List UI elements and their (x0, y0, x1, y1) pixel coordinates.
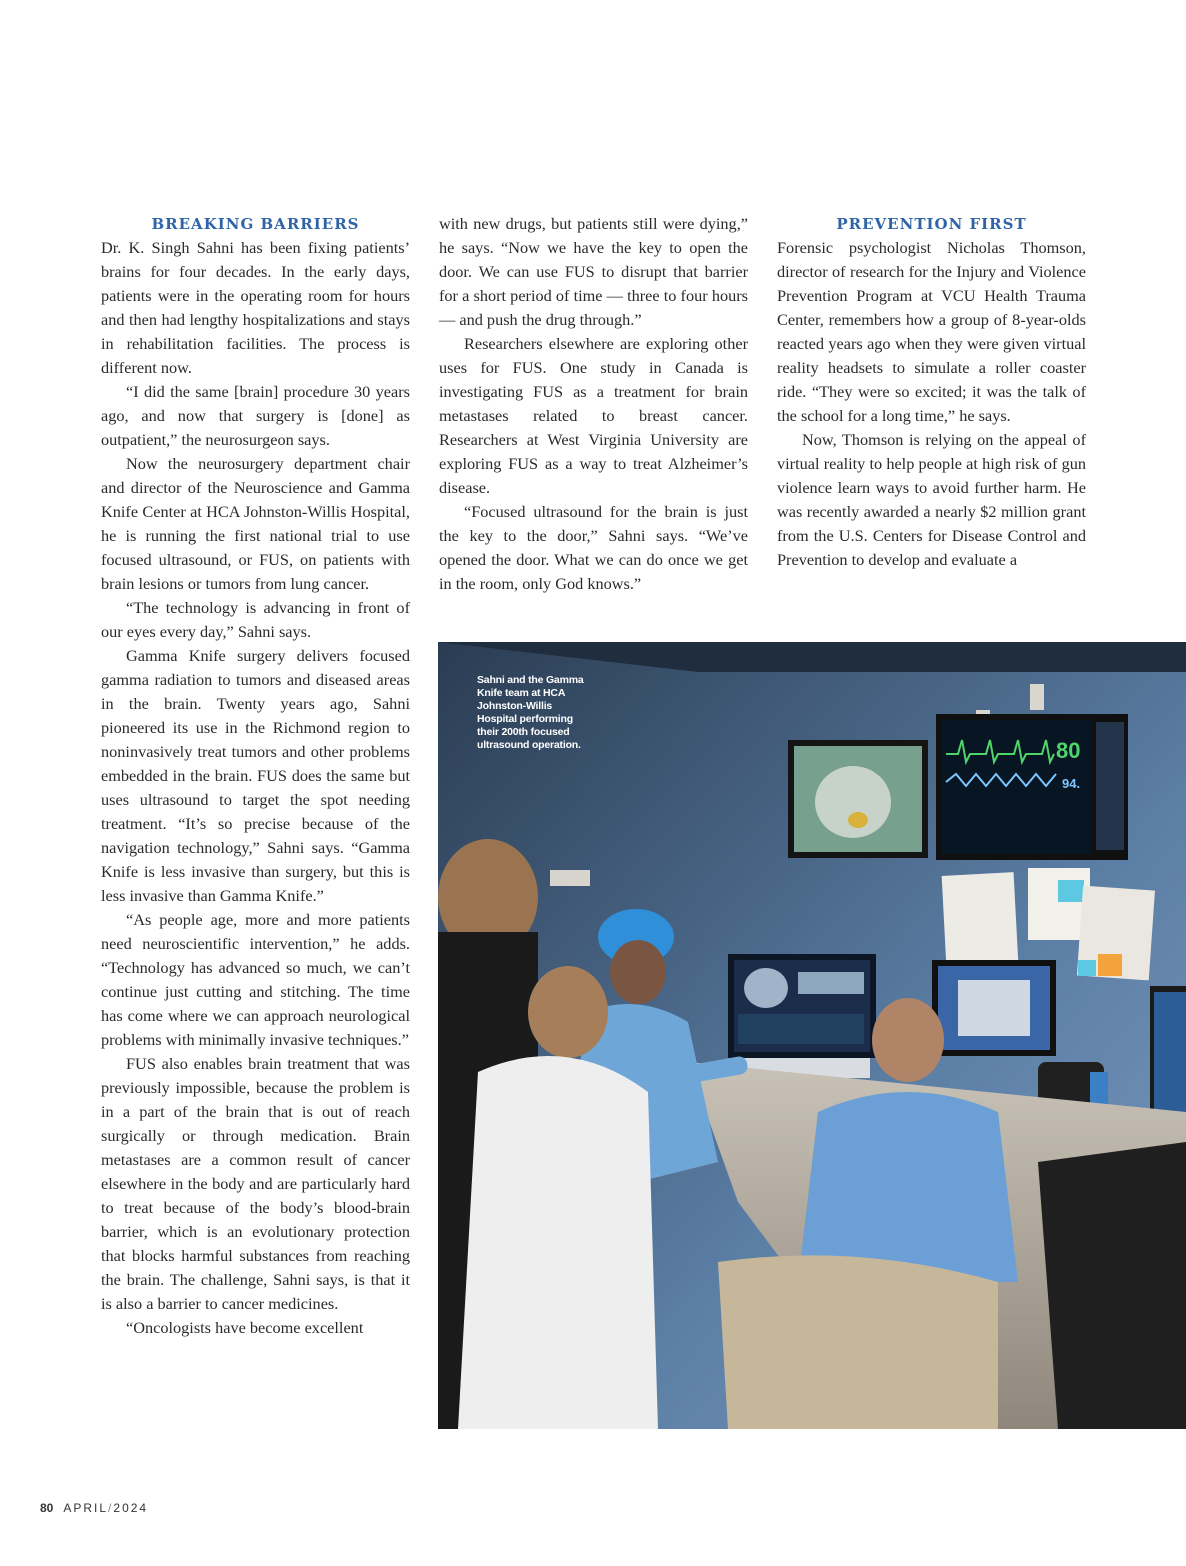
issue-year: 2024 (113, 1501, 149, 1515)
paragraph: Now, Thomson is relying on the appeal of virtual reality to help people at high risk of gun violence learn ways to avoid further harm. He was recently awarded a nearly $2 million grant from the U.S. Centers for Disease Control and Prevention to develop and evaluate a (777, 430, 1086, 569)
article-column-2 (439, 212, 748, 596)
issue-month: APRIL (63, 1501, 109, 1515)
photo-caption: Sahni and the Gamma Knife team at HCA Johnston-Willis Hospital performing their 200th focused ultrasound operation. (477, 674, 584, 751)
heart-rate-readout: 80 (1056, 738, 1081, 763)
paragraph: Researchers elsewhere are exploring other uses for FUS. One study in Canada is investigating FUS as a treatment for brain metastases related to breast cancer. Researchers at West Virginia University are exploring FUS as a way to treat Alzheimer’s disease. (439, 334, 748, 497)
paragraph: “The technology is advancing in front of our eyes every day,” Sahni says. (101, 598, 410, 641)
paragraph: “I did the same [brain] procedure 30 years ago, and now that surgery is [done] as outpatient,” the neurosurgeon says. (101, 382, 410, 449)
photo-illustration (438, 642, 1186, 1429)
paragraph: Now the neurosurgery department chair and director of the Neuroscience and Gamma Knife Center at HCA Johnston-Willis Hospital, he is running the first national trial to use focused ultrasound, or FUS, on patients with brain lesions or tumors from lung cancer. (101, 454, 410, 593)
paragraph: “As people age, more and more patients need neuroscientific intervention,” he adds. “Technology has advanced so much, we can’t continue just cutting and stitching. The time has come where we can approach neurological problems with minimally invasive techniques.” (101, 910, 410, 1049)
paragraph: Gamma Knife surgery delivers focused gamma radiation to tumors and diseased areas in the brain. Twenty years ago, Sahni pioneered its use in the Richmond region to noninvasively treat tumors and other problems embedded in the brain. FUS does the same but uses ultrasound to target the spot needing treatment. “It’s so precise because of the navigation technology,” Sahni says. “Gamma Knife is less invasive than surgery, but this is less invasive than Gamma Knife.” (101, 646, 410, 905)
paragraph: Dr. K. Singh Sahni has been fixing patients’ brains for four decades. In the early days, patients were in the operating room for hours and then had lengthy hospitalizations and stays in rehabilitation facilities. The process is different now. (101, 238, 410, 377)
section-heading-breaking-barriers: BREAKING BARRIERS (151, 215, 360, 233)
spo2-readout: 94. (1062, 776, 1081, 791)
paragraph: FUS also enables brain treatment that was previously impossible, because the problem is in a part of the brain that is out of reach surgically or through medication. Brain metastases are a common result of cancer elsewhere in the body and are particularly hard to treat because of the body’s blood-brain barrier, which is an evolutionary protection that blocks harmful substances from reaching the brain. The challenge, Sahni says, is that it is also a barrier to cancer medicines. (101, 1054, 410, 1313)
date-slash: / (108, 1501, 114, 1515)
article-column-3 (777, 212, 1086, 572)
article-column-1 (101, 212, 410, 1340)
operating-room-photo (438, 642, 1186, 1429)
page-footer (40, 1501, 148, 1515)
paragraph: “Focused ultrasound for the brain is just the key to the door,” Sahni says. “We’ve opened the door. What we can do once we get in the room, only God knows.” (439, 502, 748, 593)
page-number: 80 (40, 1501, 54, 1515)
paragraph: with new drugs, but patients still were dying,” he says. “Now we have the key to open the door. We can use FUS to disrupt that barrier for a short period of time — three to four hours — and push the drug through.” (439, 214, 748, 329)
paragraph: “Oncologists have become excellent (126, 1318, 364, 1337)
paragraph: Forensic psychologist Nicholas Thomson, director of research for the Injury and Violence Prevention Program at VCU Health Trauma Center, remembers how a group of 8-year-olds reacted years ago when they were given virtual reality headsets to simulate a roller coaster ride. “They were so excited; it was the talk of the school for a long time,” he says. (777, 238, 1086, 425)
section-heading-prevention-first: PREVENTION FIRST (836, 215, 1027, 233)
